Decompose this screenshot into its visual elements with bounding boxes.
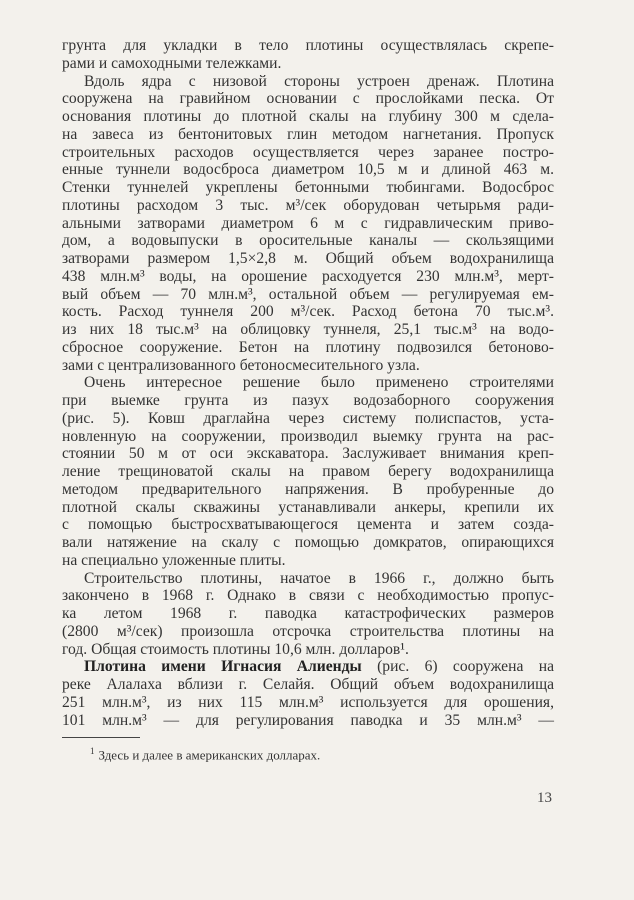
- text-line: Строительство плотины, начатое в 1966 г., должно быть: [84, 569, 554, 587]
- text-line: ка летом 1968 г. паводка катастрофических размеров: [62, 605, 554, 622]
- text-line: (рис. 5). Ковш драглайна через систему полиспастов, уста-: [62, 409, 554, 427]
- text-line: 101 млн.м³ — для регулирования паводка и 35 млн.м³ —: [62, 711, 554, 729]
- text-line: вали натяжение на скалу с помощью домкратов, опирающихся: [62, 534, 554, 551]
- text-line: кость. Расход туннеля 200 м³/сек. Расход бетона 70 тыс.м³.: [62, 303, 554, 321]
- text-line: 438 млн.м³ воды, на орошение расходуется 230 млн.м³, мерт-: [62, 267, 554, 285]
- text-line: стоянии 50 м от оси экскаватора. Заслуживает внимания креп-: [62, 445, 554, 463]
- footnote-text: Здесь и далее в американских долларах.: [98, 747, 321, 763]
- text-line: альными затворами диаметром 6 м с гидравлическим приво-: [62, 214, 554, 232]
- bold-heading-text: Плотина имени Игнасия Алиенды: [84, 658, 362, 676]
- text-line: сооружена на гравийном основании с прослойками песка. От: [62, 90, 554, 108]
- text-line: с помощью быстросхватывающегося цемента и затем созда-: [62, 516, 554, 534]
- text-line: закончено в 1968 г. Однако в связи с необходимостью пропус-: [62, 587, 554, 605]
- text-line: плотной скалы скважины устанавливали анкеры, крепили их: [62, 498, 554, 516]
- text-line: затворами размером 1,5×2,8 м. Общий объем водохранилища: [62, 250, 554, 267]
- text-line: при выемке грунта из пазух водозаборного сооружения: [62, 392, 554, 409]
- text-line: вый объем — 70 млн.м³, остальной объем — регулируемая ем-: [62, 285, 554, 303]
- text-line: основания плотины до плотной скалы на глубину 300 м сдела-: [62, 108, 554, 125]
- footnote: [90, 746, 320, 763]
- page-number: 13: [537, 790, 552, 806]
- text-line: год. Общая стоимость плотины 10,6 млн. долларов¹.: [62, 640, 409, 658]
- text-line: [62, 658, 554, 676]
- body-text: [62, 37, 554, 729]
- text-line: строительных расходов осуществляется через заранее постро-: [62, 143, 554, 161]
- text-line: Вдоль ядра с низовой стороны устроен дренаж. Плотина: [84, 72, 554, 90]
- text-line: 251 млн.м³, из них 115 млн.м³ используется для орошения,: [62, 693, 554, 711]
- text-line: зами с централизованного бетоносмесительного узла.: [62, 356, 420, 374]
- text-line: сбросное сооружение. Бетон на плотину подвозился бетоново-: [62, 338, 554, 356]
- text-line: ление трещиноватой скалы на правом берегу водохранилища: [62, 463, 554, 480]
- text-line: на специально уложенные плиты.: [62, 551, 286, 569]
- text-line: методом предварительного напряжения. В пробуренные до: [62, 480, 554, 498]
- text-line: Очень интересное решение было применено строителями: [84, 374, 554, 392]
- text-line: (2800 м³/сек) произошла отсрочка строительства плотины на: [62, 622, 554, 640]
- text-line: реке Алалаха вблизи г. Селайя. Общий объем водохранилища: [62, 676, 554, 693]
- text-line: грунта для укладки в тело плотины осуществлялась скрепе-: [62, 37, 554, 54]
- text-line: рами и самоходными тележками.: [62, 54, 282, 72]
- text-line: на завеса из бентонитовых глин методом нагнетания. Пропуск: [62, 125, 554, 143]
- text-line: из них 18 тыс.м³ на облицовку туннеля, 25,1 тыс.м³ на водо-: [62, 321, 554, 338]
- text-line: енные туннели водосброса диаметром 10,5 м и длиной 463 м.: [62, 161, 554, 179]
- footnote-divider: [62, 737, 140, 738]
- text-line: Стенки туннелей укреплены бетонными тюбингами. Водосброс: [62, 179, 554, 196]
- text-line: плотины расходом 3 тыс. м³/сек оборудован четырьмя ради-: [62, 196, 554, 214]
- line-text: (рис. 6) сооружена на: [361, 658, 554, 676]
- text-line: новленную на сооружении, производил выемку грунта на рас-: [62, 427, 554, 445]
- text-line: дом, а водовыпуски в оросительные каналы — скользящими: [62, 232, 554, 250]
- footnote-mark: 1: [90, 746, 95, 756]
